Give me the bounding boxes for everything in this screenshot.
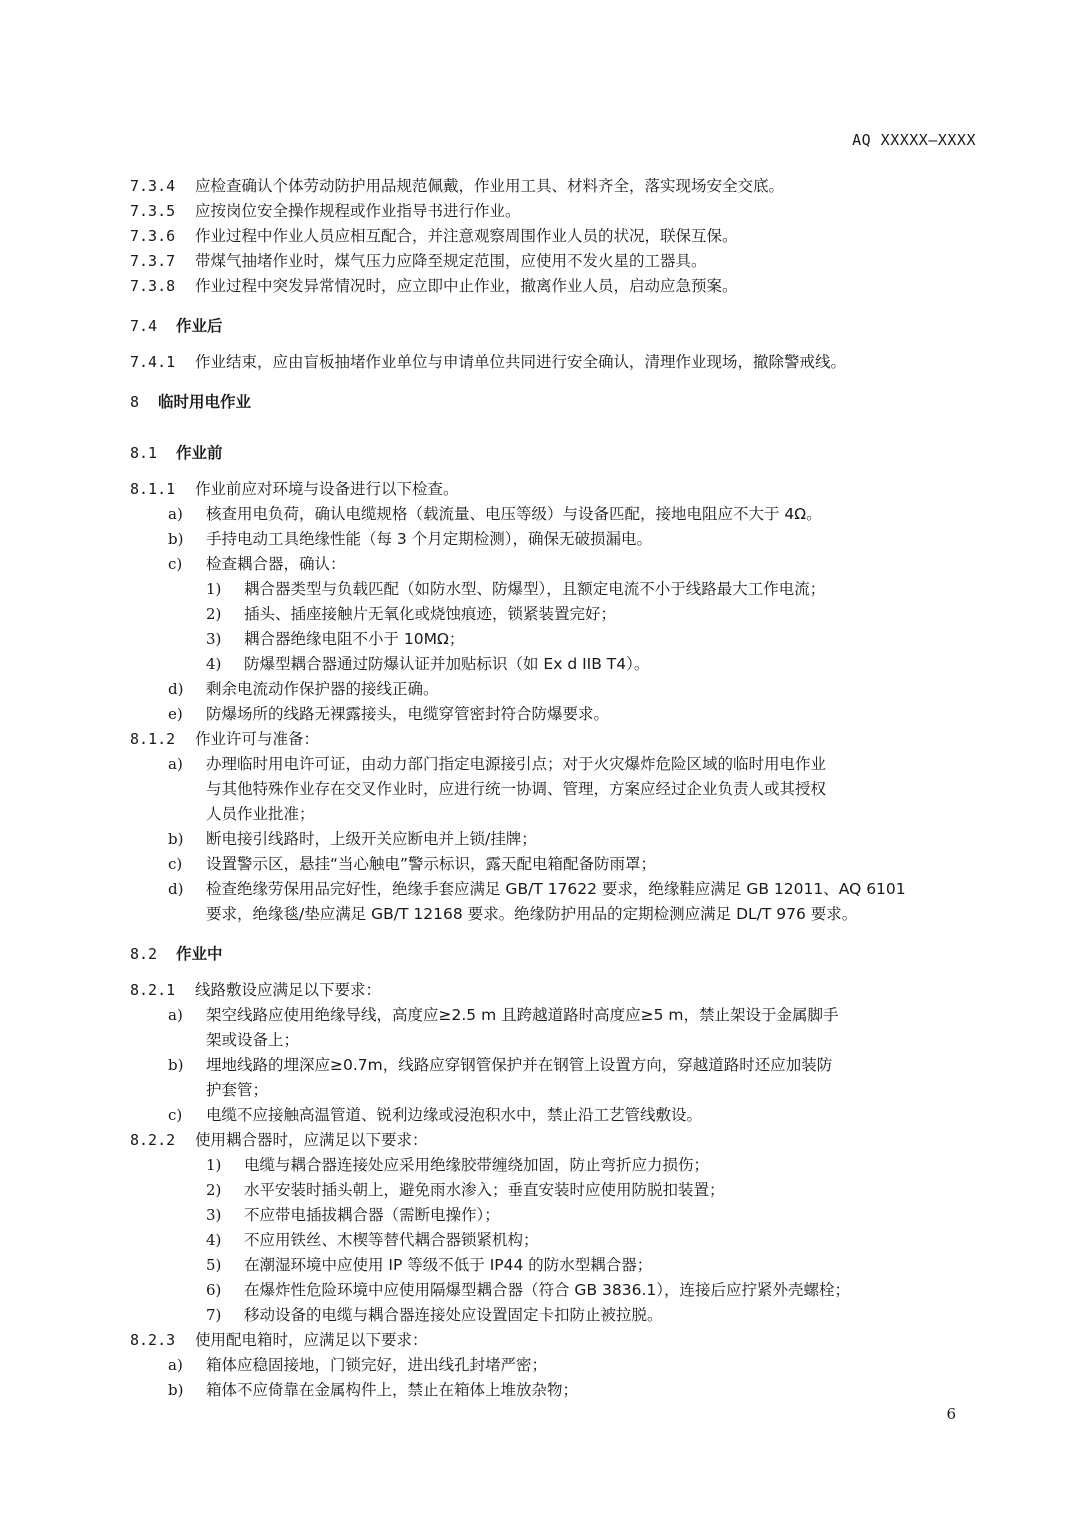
section-heading <box>0 936 1080 972</box>
clause-number: a) <box>168 505 183 523</box>
clause-line <box>0 1253 1080 1278</box>
clause-line <box>0 502 1080 527</box>
clause-continuation <box>0 1078 1080 1103</box>
clause-number: c) <box>168 1106 183 1124</box>
clause-number: b) <box>168 830 184 848</box>
clause-text: 作业前应对环境与设备进行以下检查。 <box>195 480 459 498</box>
clause-number: 7.3.6 <box>130 227 176 245</box>
clause-text: 箱体应稳固接地，门锁完好，进出线孔封堵严密； <box>206 1356 548 1374</box>
clause-line <box>0 527 1080 552</box>
clause-number: 7.3.4 <box>130 177 176 195</box>
clause-text: 作业后 <box>176 317 223 335</box>
clause-text: 设置警示区，悬挂“当心触电”警示标识，露天配电箱配备防雨罩； <box>206 855 657 873</box>
clause-number: 7.3.7 <box>130 252 176 270</box>
clause-text: 人员作业批准； <box>206 805 315 823</box>
clause-number: 7.3.5 <box>130 202 176 220</box>
page-number: 6 <box>946 1405 956 1423</box>
clause-line <box>0 174 1080 199</box>
clause-line <box>0 852 1080 877</box>
clause-line <box>0 602 1080 627</box>
clause-text: 箱体不应倚靠在金属构件上，禁止在箱体上堆放杂物； <box>206 1381 579 1399</box>
clause-line <box>0 1003 1080 1028</box>
clause-line <box>0 224 1080 249</box>
clause-number: 1) <box>206 1156 222 1174</box>
clause-text: 线路敷设应满足以下要求： <box>195 981 382 999</box>
clause-line <box>0 199 1080 224</box>
clause-text: 防爆型耦合器通过防爆认证并加贴标识（如 Ex d IIB T4）。 <box>244 655 650 673</box>
standard-code: AQ XXXXX—XXXX <box>852 131 976 149</box>
clause-number: 8.2.3 <box>130 1331 176 1349</box>
clause-line <box>0 1203 1080 1228</box>
clause-number: a) <box>168 1006 183 1024</box>
clause-line <box>0 877 1080 902</box>
clause-text: 断电接引线路时，上级开关应断电并上锁/挂牌； <box>206 830 537 848</box>
clause-text: 应按岗位安全操作规程或作业指导书进行作业。 <box>195 202 521 220</box>
clause-line <box>0 552 1080 577</box>
clause-number: a) <box>168 755 183 773</box>
clause-number: 8 <box>130 393 140 411</box>
clause-text: 不应用铁丝、木楔等替代耦合器锁紧机构； <box>244 1231 539 1249</box>
clause-text: 电缆与耦合器连接处应采用绝缘胶带缠绕加固，防止弯折应力损伤； <box>244 1156 710 1174</box>
clause-continuation <box>0 777 1080 802</box>
clause-line <box>0 627 1080 652</box>
clause-continuation <box>0 902 1080 927</box>
clause-number: 3) <box>206 630 222 648</box>
clause-text: 埋地线路的埋深应≥0.7m，线路应穿钢管保护并在钢管上设置方向，穿越道路时还应加装防 <box>206 1056 833 1074</box>
clause-number: 8.1.2 <box>130 730 176 748</box>
clause-text: 在爆炸性危险环境中应使用隔爆型耦合器（符合 GB 3836.1），连接后应拧紧外壳螺栓； <box>244 1281 850 1299</box>
clause-line <box>0 652 1080 677</box>
clause-number: 7.3.8 <box>130 277 176 295</box>
clause-text: 检查绝缘劳保用品完好性，绝缘手套应满足 GB/T 17622 要求，绝缘鞋应满足 GB 12011、AQ 6101 <box>206 880 906 898</box>
clause-text: 使用耦合器时，应满足以下要求： <box>195 1131 428 1149</box>
clause-line <box>0 477 1080 502</box>
clause-line <box>0 1178 1080 1203</box>
clause-line <box>0 249 1080 274</box>
clause-line <box>0 274 1080 299</box>
clause-line <box>0 677 1080 702</box>
clause-text: 要求，绝缘毯/垫应满足 GB/T 12168 要求。绝缘防护用品的定期检测应满足 DL/T 976 要求。 <box>206 905 858 923</box>
clause-number: 3) <box>206 1206 222 1224</box>
clause-line <box>0 1128 1080 1153</box>
clause-number: 8.2.1 <box>130 981 176 999</box>
clause-line <box>0 1278 1080 1303</box>
clause-text: 不应带电插拔耦合器（需断电操作）； <box>244 1206 500 1224</box>
clause-number: 4) <box>206 1231 222 1249</box>
section-heading <box>0 384 1080 420</box>
clause-number: b) <box>168 1381 184 1399</box>
clause-text: 作业前 <box>176 444 223 462</box>
clause-line <box>0 1103 1080 1128</box>
clause-text: 办理临时用电许可证，由动力部门指定电源接引点；对于火灾爆炸危险区域的临时用电作业 <box>206 755 827 773</box>
clause-text: 手持电动工具绝缘性能（每 3 个月定期检测），确保无破损漏电。 <box>206 530 652 548</box>
clause-number: b) <box>168 1056 184 1074</box>
clause-line <box>0 1053 1080 1078</box>
clause-number: 2) <box>206 605 222 623</box>
clause-line <box>0 1353 1080 1378</box>
clause-line <box>0 577 1080 602</box>
clause-text: 检查耦合器，确认： <box>206 555 346 573</box>
clause-text: 临时用电作业 <box>158 393 252 411</box>
clause-text: 核查用电负荷，确认电缆规格（载流量、电压等级）与设备匹配，接地电阻应不大于 4Ω。 <box>206 505 822 523</box>
clause-line <box>0 978 1080 1003</box>
clause-number: d) <box>168 680 184 698</box>
clause-line <box>0 350 1080 375</box>
clause-text: 在潮湿环境中应使用 IP 等级不低于 IP44 的防水型耦合器； <box>244 1256 653 1274</box>
clause-number: 7.4 <box>130 317 158 335</box>
clause-line <box>0 752 1080 777</box>
clause-text: 作业中 <box>176 945 223 963</box>
clause-text: 作业过程中作业人员应相互配合，并注意观察周围作业人员的状况，联保互保。 <box>195 227 738 245</box>
clause-text: 防爆场所的线路无裸露接头，电缆穿管密封符合防爆要求。 <box>206 705 610 723</box>
clause-line <box>0 827 1080 852</box>
clause-line <box>0 1303 1080 1328</box>
clause-number: 8.2 <box>130 945 158 963</box>
clause-text: 护套管； <box>206 1081 269 1099</box>
clause-text: 与其他特殊作业存在交叉作业时，应进行统一协调、管理，方案应经过企业负责人或其授权 <box>206 780 827 798</box>
clause-number: e) <box>168 705 183 723</box>
clause-text: 耦合器类型与负载匹配（如防水型、防爆型），且额定电流不小于线路最大工作电流； <box>244 580 826 598</box>
section-heading <box>0 435 1080 471</box>
clause-line <box>0 1328 1080 1353</box>
clause-text: 剩余电流动作保护器的接线正确。 <box>206 680 439 698</box>
clause-text: 架或设备上； <box>206 1031 300 1049</box>
clause-number: a) <box>168 1356 183 1374</box>
clause-text: 架空线路应使用绝缘导线，高度应≥2.5 m 且跨越道路时高度应≥5 m，禁止架设于金属脚手 <box>206 1006 839 1024</box>
clause-line <box>0 1378 1080 1403</box>
clause-number: d) <box>168 880 184 898</box>
clause-number: 7) <box>206 1306 222 1324</box>
clause-number: 5) <box>206 1256 222 1274</box>
section-heading <box>0 308 1080 344</box>
document-body <box>0 174 1080 1403</box>
clause-text: 作业结束，应由盲板抽堵作业单位与申请单位共同进行安全确认，清理作业现场，撤除警戒线。 <box>195 353 847 371</box>
clause-line <box>0 727 1080 752</box>
clause-text: 插头、插座接触片无氧化或烧蚀痕迹，锁紧装置完好； <box>244 605 617 623</box>
clause-number: 8.2.2 <box>130 1131 176 1149</box>
clause-text: 移动设备的电缆与耦合器连接处应设置固定卡扣防止被拉脱。 <box>244 1306 663 1324</box>
clause-continuation <box>0 802 1080 827</box>
clause-number: b) <box>168 530 184 548</box>
clause-line <box>0 702 1080 727</box>
clause-text: 水平安装时插头朝上，避免雨水渗入；垂直安装时应使用防脱扣装置； <box>244 1181 725 1199</box>
clause-line <box>0 1153 1080 1178</box>
clause-number: 8.1.1 <box>130 480 176 498</box>
clause-number: 1) <box>206 580 222 598</box>
clause-number: 7.4.1 <box>130 353 176 371</box>
clause-text: 作业许可与准备： <box>195 730 320 748</box>
clause-text: 带煤气抽堵作业时，煤气压力应降至规定范围，应使用不发火星的工器具。 <box>195 252 707 270</box>
clause-number: c) <box>168 555 183 573</box>
clause-number: 4) <box>206 655 222 673</box>
clause-number: c) <box>168 855 183 873</box>
clause-number: 6) <box>206 1281 222 1299</box>
clause-number: 2) <box>206 1181 222 1199</box>
clause-text: 电缆不应接触高温管道、锐利边缘或浸泡积水中，禁止沿工艺管线敷设。 <box>206 1106 703 1124</box>
clause-line <box>0 1228 1080 1253</box>
clause-text: 作业过程中突发异常情况时，应立即中止作业，撤离作业人员，启动应急预案。 <box>195 277 738 295</box>
clause-text: 应检查确认个体劳动防护用品规范佩戴，作业用工具、材料齐全，落实现场安全交底。 <box>195 177 785 195</box>
clause-number: 8.1 <box>130 444 158 462</box>
clause-text: 使用配电箱时，应满足以下要求： <box>195 1331 428 1349</box>
clause-text: 耦合器绝缘电阻不小于 10MΩ； <box>244 630 465 648</box>
clause-continuation <box>0 1028 1080 1053</box>
